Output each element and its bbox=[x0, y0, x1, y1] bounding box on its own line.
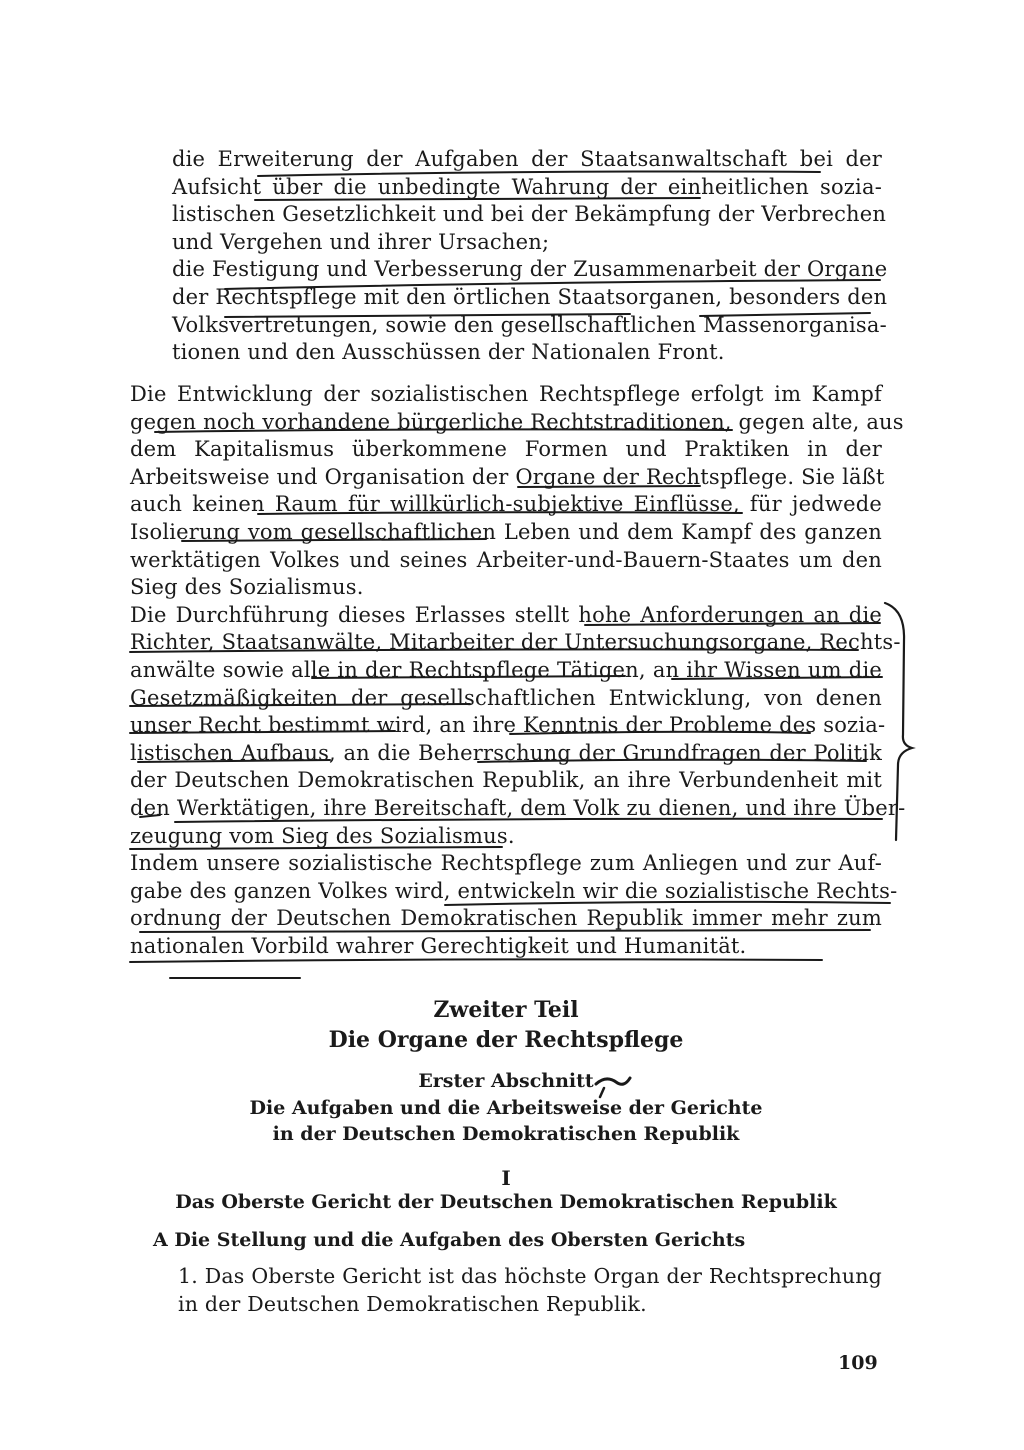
part-subtitle: Die Organe der Rechtspflege bbox=[328, 1027, 684, 1053]
text-line: die Erweiterung der Aufgaben der Staatsanwaltschaft bei der bbox=[172, 147, 882, 171]
text-line: nationalen Vorbild wahrer Gerechtigkeit und Humanität. bbox=[130, 933, 747, 958]
chapter-numeral: I bbox=[501, 1166, 511, 1190]
text-line: gegen noch vorhandene bürgerliche Rechtstraditionen, gegen alte, aus bbox=[130, 409, 904, 434]
text-line: Arbeitsweise und Organisation der Organe der Rechtspflege. Sie läßt bbox=[130, 464, 885, 489]
text-line: auch keinen Raum für willkürlich-subjektive Einflüsse, für jedwede bbox=[130, 492, 882, 517]
text-line: Volksvertretungen, sowie den gesellschaftlichen Massenorganisa- bbox=[172, 312, 887, 337]
chapter-title: Das Oberste Gericht der Deutschen Demokratischen Republik bbox=[175, 1191, 837, 1213]
text-line: listischen Gesetzlichkeit und bei der Bekämpfung der Verbrechen bbox=[172, 202, 887, 227]
text-line: Gesetzmäßigkeiten der gesellschaftlichen Entwicklung, von denen bbox=[130, 685, 882, 710]
numbered-item-1 bbox=[178, 1263, 882, 1318]
part-title: Zweiter Teil bbox=[433, 997, 579, 1023]
section-subtitle-line-2: in der Deutschen Demokratischen Republik bbox=[272, 1123, 740, 1145]
page-number: 109 bbox=[838, 1352, 878, 1374]
text-line: Die Entwicklung der sozialistischen Rechtspflege erfolgt im Kampf bbox=[130, 382, 882, 406]
section-subtitle-line-1: Die Aufgaben und die Arbeitsweise der Gerichte bbox=[249, 1097, 763, 1119]
intro-indented-items bbox=[172, 146, 888, 367]
text-line: der Rechtspflege mit den örtlichen Staatsorganen, besonders den bbox=[172, 284, 888, 309]
text-line: 1. Das Oberste Gericht ist das höchste Organ der Rechtsprechung bbox=[178, 1264, 882, 1288]
text-line: anwälte sowie alle in der Rechtspflege Tätigen, an ihr Wissen um die bbox=[130, 657, 882, 682]
text-line: tionen und den Ausschüssen der Nationalen Front. bbox=[172, 340, 725, 365]
text-line: zeugung vom Sieg des Sozialismus. bbox=[130, 823, 515, 848]
text-line: Indem unsere sozialistische Rechtspflege zum Anliegen und zur Auf- bbox=[130, 851, 882, 876]
text-line: gabe des ganzen Volkes wird, entwickeln wir die sozialistische Rechts- bbox=[130, 878, 898, 903]
main-paragraphs bbox=[130, 381, 906, 960]
text-line: den Werktätigen, ihre Bereitschaft, dem Volk zu dienen, und ihre Über- bbox=[130, 795, 906, 820]
subsection-heading: A Die Stellung und die Aufgaben des Obersten Gerichts bbox=[153, 1229, 746, 1251]
text-line: werktätigen Volkes und seines Arbeiter-und-Bauern-Staates um den bbox=[130, 547, 882, 572]
text-line: und Vergehen und ihrer Ursachen; bbox=[172, 229, 550, 254]
text-line: listischen Aufbaus, an die Beherrschung der Grundfragen der Politik bbox=[130, 740, 882, 765]
text-line: Sieg des Sozialismus. bbox=[130, 575, 364, 600]
section-title: Erster Abschnitt bbox=[418, 1070, 594, 1092]
text-line: Richter, Staatsanwälte, Mitarbeiter der Untersuchungsorgane, Rechts- bbox=[130, 630, 901, 655]
text-line: Isolierung vom gesellschaftlichen Leben und dem Kampf des ganzen bbox=[130, 519, 882, 544]
text-line: in der Deutschen Demokratischen Republik. bbox=[178, 1291, 647, 1316]
text-line: Aufsicht über die unbedingte Wahrung der einheitlichen sozia- bbox=[172, 174, 882, 199]
text-line: dem Kapitalismus überkommene Formen und Praktiken in der bbox=[130, 437, 882, 462]
text-line: Die Durchführung dieses Erlasses stellt hohe Anforderungen an die bbox=[130, 602, 882, 627]
text-line: der Deutschen Demokratischen Republik, an ihre Verbundenheit mit bbox=[130, 768, 882, 793]
text-line: unser Recht bestimmt wird, an ihre Kenntnis der Probleme des sozia- bbox=[130, 713, 886, 738]
text-line: die Festigung und Verbesserung der Zusammenarbeit der Organe bbox=[172, 257, 888, 282]
text-line: ordnung der Deutschen Demokratischen Republik immer mehr zum bbox=[130, 906, 882, 931]
